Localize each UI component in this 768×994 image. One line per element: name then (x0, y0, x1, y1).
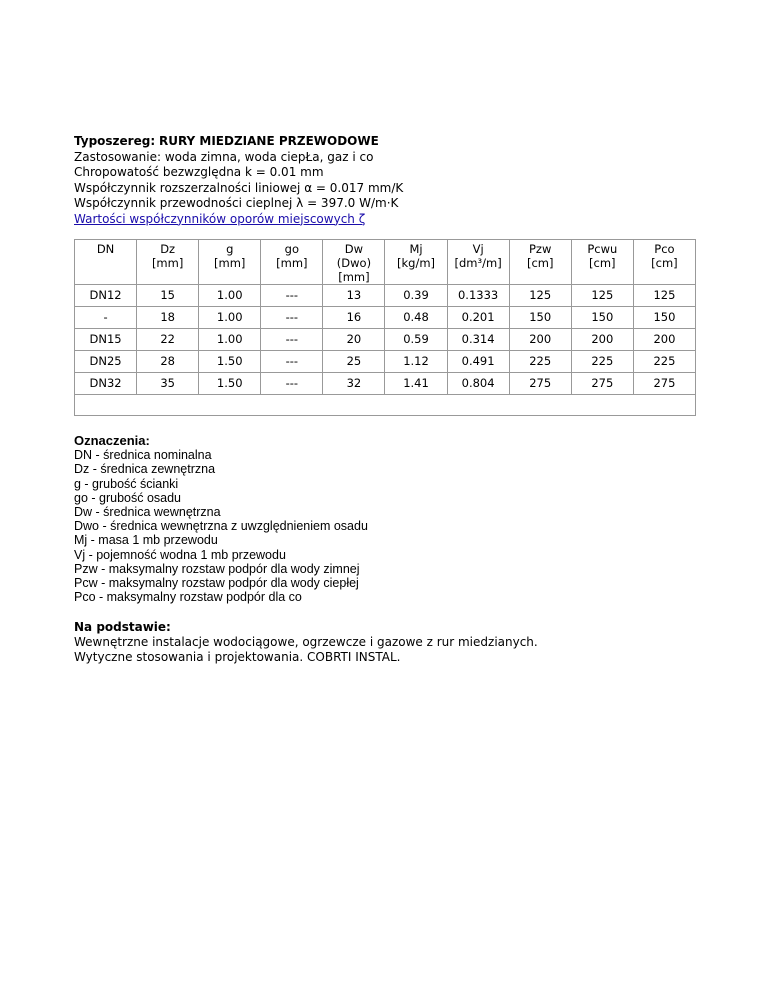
column-header-line: Pco (654, 242, 675, 256)
table-cell: 16 (323, 307, 385, 329)
column-header-line: g (226, 242, 234, 256)
table-cell: 35 (137, 373, 199, 395)
legend-item: Dwo - średnica wewnętrzna z uwzględnieniem osadu (74, 519, 368, 534)
column-header-line: Mj (409, 242, 423, 256)
table-cell: 22 (137, 329, 199, 351)
table-cell: --- (261, 285, 323, 307)
table-cell: 200 (633, 329, 695, 351)
roughness-line: Chropowatość bezwzględna k = 0.01 mm (74, 165, 324, 179)
conductivity-line: Współczynnik przewodności cieplnej λ = 397.0 W/m·K (74, 196, 399, 210)
column-header-line: (Dwo) (336, 256, 372, 270)
legend-item: DN - średnica nominalna (74, 448, 212, 463)
table-cell: 125 (633, 285, 695, 307)
column-header (261, 240, 323, 285)
table-header (75, 240, 696, 285)
table-cell: 225 (571, 351, 633, 373)
table-cell: DN32 (75, 373, 137, 395)
legend (74, 434, 696, 604)
legend-item: Vj - pojemność wodna 1 mb przewodu (74, 547, 286, 562)
table-cell: 1.12 (385, 351, 447, 373)
table-cell: 275 (633, 373, 695, 395)
table-cell: 1.41 (385, 373, 447, 395)
column-header-line: Pzw (529, 242, 552, 256)
series-name: RURY MIEDZIANE PRZEWODOWE (158, 134, 379, 148)
table-cell: 1.50 (199, 373, 261, 395)
table-body (75, 285, 696, 416)
table-cell: --- (261, 329, 323, 351)
column-header-line: [mm] (338, 270, 370, 284)
table-cell: 28 (137, 351, 199, 373)
table-cell: 0.491 (447, 351, 509, 373)
column-header-line: [mm] (214, 256, 246, 270)
column-header (633, 240, 695, 285)
table-row (75, 307, 696, 329)
header-row (75, 240, 696, 285)
column-header (137, 240, 199, 285)
legend-item: go - grubość osadu (74, 490, 182, 505)
table-cell: 0.39 (385, 285, 447, 307)
legend-title: Oznaczenia: (74, 433, 150, 448)
column-header-line: DN (96, 242, 115, 256)
table-cell: 275 (509, 373, 571, 395)
application-line: Zastosowanie: woda zimna, woda ciepŁa, gaz i co (74, 149, 374, 164)
source-reference (74, 620, 696, 665)
column-header-line: [cm] (589, 256, 616, 270)
table-cell: 150 (509, 307, 571, 329)
table-row (75, 285, 696, 307)
table-cell: 1.00 (199, 285, 261, 307)
table-empty-row (75, 395, 696, 416)
column-header-line: [mm] (151, 256, 184, 270)
legend-list (74, 448, 696, 604)
column-header (571, 240, 633, 285)
table-cell: 0.48 (385, 307, 447, 329)
expansion-line: Współczynnik rozszerzalności liniowej α = 0.017 mm/K (74, 180, 404, 195)
column-header-line: [cm] (651, 256, 678, 270)
column-header-line: Dw (344, 242, 364, 256)
column-header (75, 240, 137, 285)
table-cell: DN15 (75, 329, 137, 351)
table-cell: 18 (137, 307, 199, 329)
document (74, 134, 696, 665)
table-row (75, 351, 696, 373)
column-header-line: [cm] (526, 256, 554, 270)
table-cell: 225 (633, 351, 695, 373)
local-loss-coefficients-link[interactable]: Wartości współczynników oporów miejscowych ζ (74, 211, 366, 226)
table-cell: DN12 (75, 285, 137, 307)
source-title: Na podstawie: (74, 620, 171, 635)
pipe-specification-table (74, 239, 696, 416)
table-cell: 200 (509, 329, 571, 351)
table-cell: 20 (323, 329, 385, 351)
series-line (74, 134, 696, 150)
legend-item: Dz - średnica zewnętrzna (74, 462, 216, 477)
source-line-2: Wytyczne stosowania i projektowania. COBRTI INSTAL. (74, 650, 401, 665)
table-cell: 150 (633, 307, 695, 329)
column-header (199, 240, 261, 285)
column-header-line: [dm³/m] (454, 256, 502, 270)
legend-item: Pco - maksymalny rozstaw podpór dla co (74, 590, 302, 605)
table-cell: --- (261, 373, 323, 395)
table-cell: --- (261, 351, 323, 373)
table-cell: DN25 (75, 351, 137, 373)
table-cell: 275 (571, 373, 633, 395)
legend-item: Dw - średnica wewnętrzna (74, 505, 221, 520)
table-cell: 0.201 (447, 307, 509, 329)
source-line-1: Wewnętrzne instalacje wodociągowe, ogrzewcze i gazowe z rur miedzianych. (74, 635, 538, 650)
pipe-series-header (74, 134, 696, 227)
table-cell: 225 (509, 351, 571, 373)
table-cell: - (75, 307, 137, 329)
legend-item: g - grubość ścianki (74, 476, 179, 491)
table-cell: 25 (323, 351, 385, 373)
column-header-line: go (284, 242, 299, 256)
column-header-line: [kg/m] (397, 256, 436, 270)
column-header-line: Vj (472, 242, 484, 256)
column-header-line: Pcwu (587, 242, 618, 256)
table-cell: 15 (137, 285, 199, 307)
legend-item: Pzw - maksymalny rozstaw podpór dla wody zimnej (74, 561, 360, 576)
table-empty-cell (75, 395, 696, 416)
table-cell: 0.804 (447, 373, 509, 395)
table-cell: 125 (509, 285, 571, 307)
table-cell: 1.50 (199, 351, 261, 373)
table-cell: 0.314 (447, 329, 509, 351)
legend-item: Pcw - maksymalny rozstaw podpór dla wody ciepłej (74, 576, 359, 591)
column-header-line: Dz (160, 242, 176, 256)
series-label: Typoszereg: (74, 134, 156, 148)
table-cell: 1.00 (199, 329, 261, 351)
table-cell: 13 (323, 285, 385, 307)
table-row (75, 329, 696, 351)
column-header (385, 240, 447, 285)
table-cell: 0.59 (385, 329, 447, 351)
table-row (75, 373, 696, 395)
table-cell: --- (261, 307, 323, 329)
legend-item: Mj - masa 1 mb przewodu (74, 533, 218, 548)
column-header (323, 240, 385, 285)
table-cell: 32 (323, 373, 385, 395)
column-header (447, 240, 509, 285)
table-cell: 200 (571, 329, 633, 351)
column-header-line: [mm] (276, 256, 308, 270)
table-cell: 0.1333 (447, 285, 509, 307)
table-cell: 125 (571, 285, 633, 307)
table-cell: 1.00 (199, 307, 261, 329)
table-cell: 150 (571, 307, 633, 329)
column-header (509, 240, 571, 285)
